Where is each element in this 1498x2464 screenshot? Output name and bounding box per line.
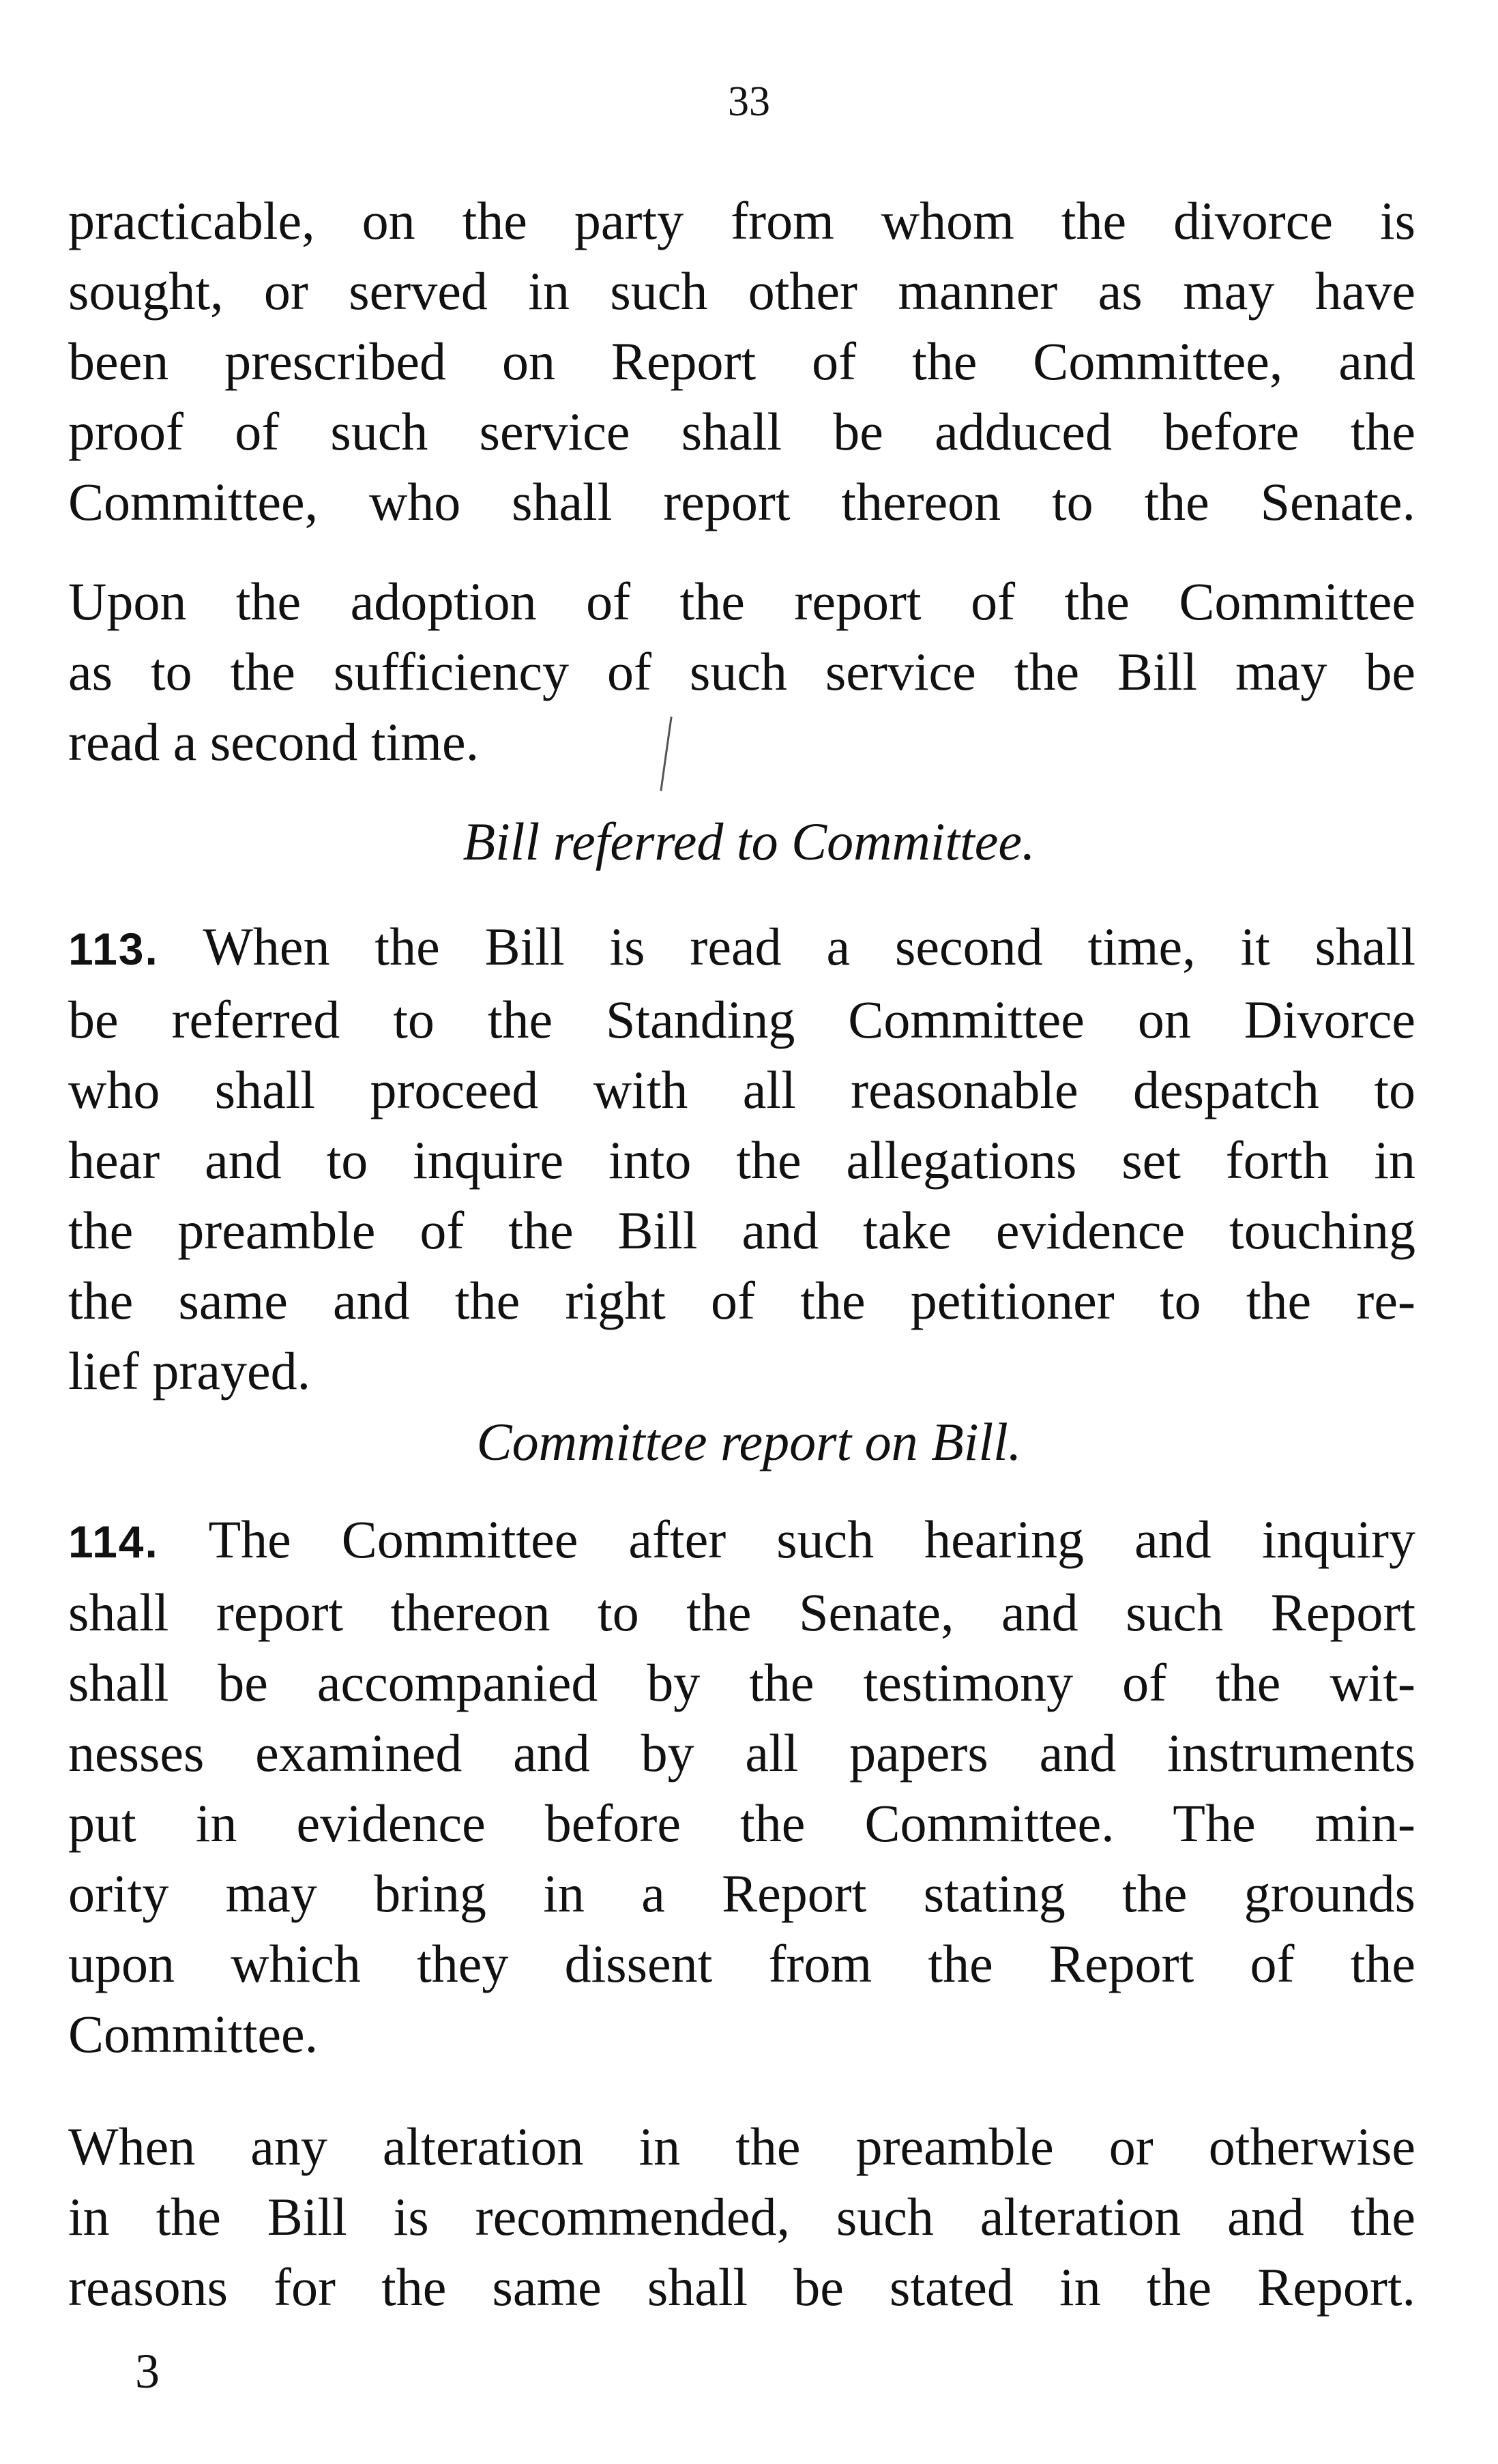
text-line (68, 1504, 1415, 1577)
text-line: nesses examined and by all papers and instruments (68, 1723, 1415, 1783)
text-line: Upon the adoption of the report of the Committee (68, 572, 1415, 631)
section-heading: Committee report on Bill. (476, 1412, 1022, 1471)
text-line: shall report thereon to the Senate, and such Report (68, 1583, 1415, 1642)
text-line: as to the sufficiency of such service the Bill may be (68, 642, 1415, 701)
page-number: 33 (728, 78, 770, 125)
paragraph-continued (68, 186, 1415, 537)
section-number: 113. (68, 924, 159, 974)
section-first-line: The Committee after such hearing and inquiry (208, 1510, 1416, 1569)
paragraph-alteration (68, 2111, 1415, 2322)
text-line: upon which they dissent from the Report of the (68, 1934, 1415, 1993)
text-line: read a second time. (68, 712, 480, 772)
text-line: practicable, on the party from whom the divorce is (68, 191, 1415, 250)
signature-mark: 3 (135, 2344, 160, 2399)
text-line (68, 911, 1415, 984)
text-line: Committee. (68, 2004, 319, 2064)
section-114 (68, 1504, 1415, 2069)
text-line: put in evidence before the Committee. The min- (68, 1793, 1415, 1853)
text-line: When any alteration in the preamble or otherwise (68, 2117, 1415, 2176)
section-heading: Bill referred to Committee. (462, 812, 1036, 871)
text-line: hear and to inquire into the allegations set forth in (68, 1130, 1415, 1190)
text-line: ority may bring in a Report stating the grounds (68, 1864, 1415, 1923)
text-line: who shall proceed with all reasonable despatch to (68, 1060, 1415, 1119)
section-number: 114. (68, 1516, 159, 1567)
section-113 (68, 911, 1415, 1406)
text-line: reasons for the same shall be stated in the Report. (68, 2257, 1415, 2317)
text-line: the preamble of the Bill and take evidence touching (68, 1201, 1415, 1260)
text-line: sought, or served in such other manner as may have (68, 261, 1415, 321)
paragraph-adoption (68, 566, 1415, 777)
text-line: Committee, who shall report thereon to the Senate. (68, 472, 1415, 531)
section-first-line: When the Bill is read a second time, it shall (203, 917, 1415, 976)
text-line: be referred to the Standing Committee on Divorce (68, 990, 1415, 1049)
text-line: shall be accompanied by the testimony of the wit- (68, 1653, 1415, 1712)
text-line: been prescribed on Report of the Committee, and (68, 332, 1415, 391)
text-line: the same and the right of the petitioner to the re- (68, 1271, 1415, 1330)
text-line: in the Bill is recommended, such alteration and the (68, 2187, 1415, 2246)
text-line: lief prayed. (68, 1341, 311, 1400)
text-line: proof of such service shall be adduced before the (68, 402, 1415, 461)
